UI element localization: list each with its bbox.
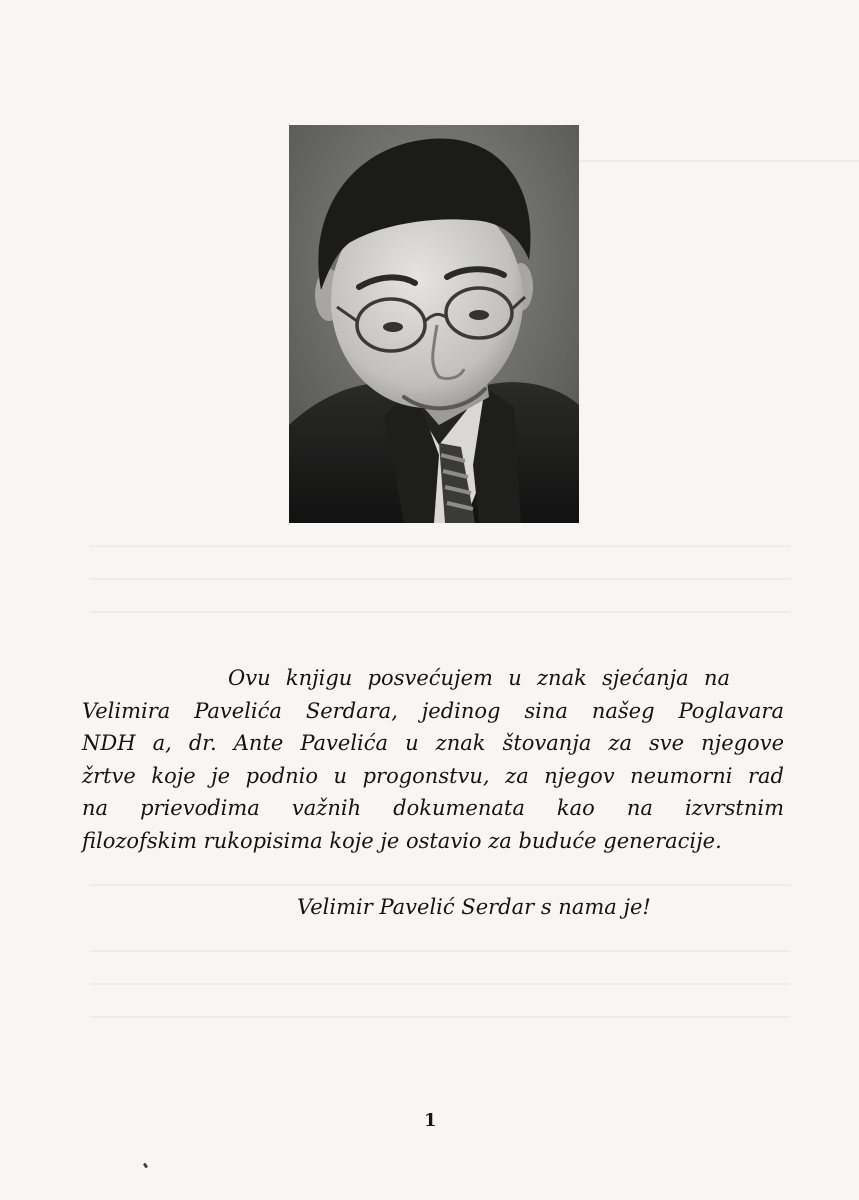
dedication-text	[82, 662, 784, 858]
dedication-line: Ovu knjigu posvećujem u znak sjećanja na	[228, 666, 730, 690]
portrait-illustration	[289, 125, 579, 523]
bleed-through-line	[90, 578, 790, 580]
dedication-line: filozofskim rukopisima koje je ostavio za buduće generacije.	[82, 828, 722, 853]
page-number: 1	[424, 1110, 437, 1131]
bleed-through-line	[90, 1016, 790, 1018]
bleed-through-line	[90, 611, 790, 613]
dedication-line: Velimira Pavelića Serdara, jedinog sina našeg Poglavara	[82, 698, 784, 723]
dedication-line: na prievodima važnih dokumenata kao na izvrstnim	[82, 796, 784, 821]
ink-speck	[143, 1163, 148, 1169]
dedication-signoff: Velimir Pavelić Serdar s nama je!	[297, 895, 651, 919]
dedication-line: žrtve koje je podnio u progonstvu, za njegov neumorni rad	[82, 763, 784, 788]
bleed-through-line	[90, 884, 790, 886]
bleed-through-line	[90, 950, 790, 952]
bleed-through-line	[90, 983, 790, 985]
dedication-line: NDH a, dr. Ante Pavelića u znak štovanja za sve njegove	[82, 731, 784, 756]
portrait-photo	[289, 125, 579, 523]
bleed-through-line	[90, 545, 790, 547]
